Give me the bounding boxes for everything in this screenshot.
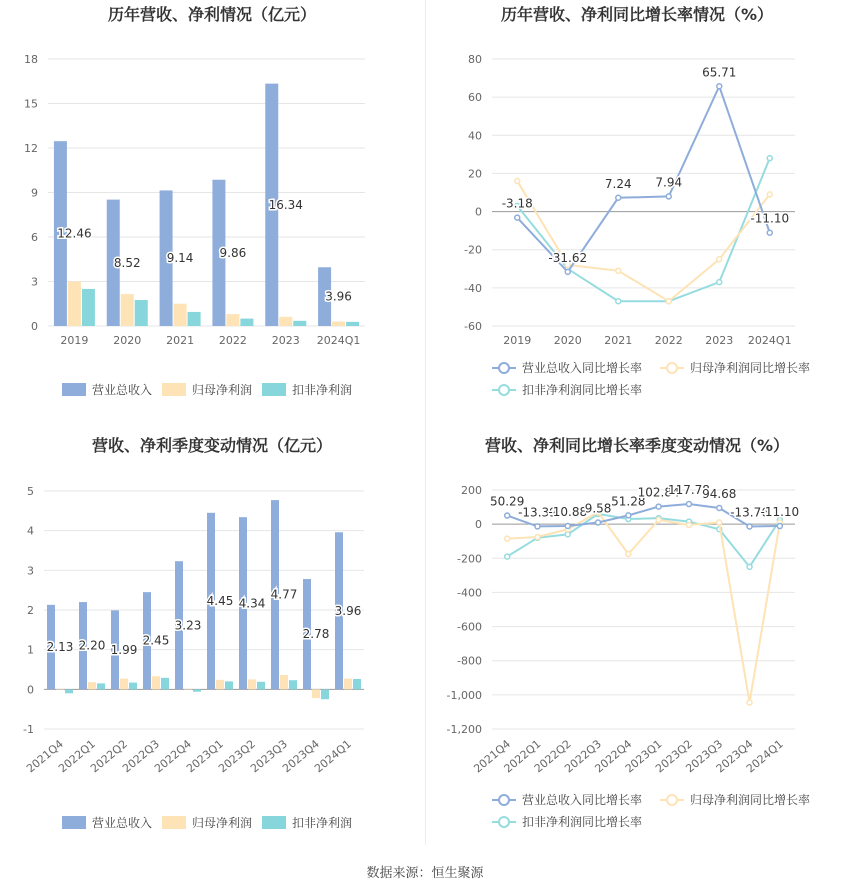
data-label: 1.99 — [110, 642, 138, 657]
x-tick-label: 2021Q4 — [24, 737, 66, 776]
x-tick-label: 2022Q3 — [120, 737, 162, 776]
legend-swatch-marker — [499, 817, 509, 827]
x-tick-label: 2019 — [60, 334, 89, 347]
x-tick-label: 2022Q4 — [592, 737, 635, 776]
quarterly-revenue-profit-chart — [0, 430, 425, 860]
bar-deducted-net-profit — [240, 319, 253, 326]
y-tick-label: 12 — [24, 142, 38, 155]
legend-swatch — [62, 383, 86, 396]
y-tick-label: 5 — [27, 485, 34, 498]
data-label: 117.78 — [667, 483, 710, 498]
bar-deducted-net-profit — [161, 678, 169, 690]
legend-label: 归母净利润同比增长率 — [690, 793, 811, 807]
line-series-deducted-growth — [507, 514, 780, 567]
x-tick-label: 2023 — [271, 334, 300, 347]
bar-net-profit — [120, 679, 128, 690]
y-tick-label: 18 — [24, 53, 38, 66]
panel-divider — [425, 0, 426, 845]
x-tick-label: 2024Q1 — [743, 737, 786, 776]
data-point — [515, 215, 520, 220]
bar-deducted-net-profit — [293, 321, 306, 326]
data-point — [717, 520, 722, 525]
data-point — [747, 700, 752, 705]
data-point — [505, 513, 510, 518]
data-point — [505, 536, 510, 541]
legend-label: 扣非净利润 — [292, 816, 353, 830]
data-label: 9.58 — [584, 501, 612, 516]
x-tick-label: 2023Q3 — [683, 737, 726, 776]
data-label: 9.86 — [219, 245, 247, 260]
legend-swatch-marker — [667, 795, 677, 805]
data-point — [717, 84, 722, 89]
y-tick-label: -600 — [457, 620, 482, 634]
data-label: 2.20 — [78, 638, 106, 653]
y-tick-label: 1 — [27, 643, 34, 657]
bar-net-profit — [121, 294, 134, 326]
bar-deducted-net-profit — [188, 312, 201, 326]
data-label: 4.45 — [206, 594, 234, 609]
y-tick-label: -800 — [457, 654, 482, 668]
bar-deducted-net-profit — [135, 300, 148, 326]
data-label: 94.68 — [702, 486, 737, 501]
chart-title: 营收、净利季度变动情况（亿元） — [91, 436, 333, 455]
data-label: -13.76 — [730, 505, 769, 520]
data-label: 102.84 — [637, 485, 680, 500]
y-tick-label: 80 — [468, 53, 482, 66]
panel-quarterly-growth-rate — [425, 430, 850, 860]
legend-label: 扣非净利润同比增长率 — [522, 815, 643, 829]
legend-swatch-marker — [499, 795, 509, 805]
legend-label: 营业总收入同比增长率 — [522, 793, 643, 807]
legend-label: 营业总收入同比增长率 — [522, 361, 643, 375]
x-tick-label: 2022Q2 — [88, 737, 130, 776]
bar-deducted-net-profit — [82, 289, 95, 326]
chart-title: 营收、净利同比增长率季度变动情况（%） — [484, 436, 790, 455]
data-label: 4.77 — [270, 587, 298, 602]
y-tick-label: 0 — [475, 205, 482, 219]
bar-net-profit — [226, 314, 239, 326]
data-label: 3.96 — [325, 289, 352, 304]
y-tick-label: 4 — [27, 524, 34, 538]
data-point — [596, 520, 601, 525]
x-tick-label: 2020 — [553, 334, 582, 347]
bar-deducted-net-profit — [193, 689, 201, 691]
y-tick-label: -40 — [464, 281, 482, 295]
y-tick-label: 15 — [24, 97, 38, 111]
bar-net-profit — [248, 679, 256, 689]
bar-deducted-net-profit — [65, 689, 73, 693]
y-tick-label: 3 — [27, 564, 34, 578]
bar-net-profit — [280, 675, 288, 689]
x-tick-label: 2021 — [604, 334, 633, 347]
y-tick-label: 0 — [475, 518, 482, 532]
y-tick-label: 60 — [468, 91, 482, 105]
legend-swatch — [262, 383, 286, 396]
x-tick-label: 2023Q4 — [713, 737, 756, 776]
data-label: 2.78 — [302, 627, 330, 642]
annual-growth-rate-chart — [425, 0, 850, 430]
bar-net-profit — [279, 317, 292, 326]
data-point — [626, 513, 631, 518]
bar-deducted-net-profit — [129, 683, 137, 690]
y-tick-label: 200 — [461, 484, 482, 497]
bar-deducted-net-profit — [289, 680, 297, 689]
data-label: -13.39 — [518, 505, 557, 520]
bar-net-profit — [344, 679, 352, 690]
data-label: 12.46 — [57, 226, 92, 241]
bar-deducted-net-profit — [257, 682, 265, 690]
data-source-footer: 数据来源：恒生聚源 — [366, 866, 484, 881]
bar-net-profit — [88, 682, 96, 689]
data-point — [717, 505, 722, 510]
y-tick-label: -20 — [464, 243, 482, 257]
y-tick-label: -200 — [457, 552, 482, 566]
bar-net-profit — [68, 282, 81, 327]
bar-deducted-net-profit — [353, 679, 361, 689]
bar-deducted-net-profit — [225, 681, 233, 689]
legend-swatch — [162, 383, 186, 396]
data-label: -3.18 — [501, 196, 533, 211]
x-tick-label: 2022Q2 — [531, 737, 574, 776]
data-label: 16.34 — [268, 197, 303, 212]
data-label: -31.62 — [548, 250, 588, 265]
x-tick-label: 2019 — [503, 334, 532, 347]
bar-deducted-net-profit — [346, 322, 359, 326]
data-point — [686, 522, 691, 527]
data-point — [686, 502, 691, 507]
x-tick-label: 2023Q1 — [622, 737, 665, 776]
x-tick-label: 2022Q4 — [152, 737, 194, 776]
data-point — [616, 195, 621, 200]
y-tick-label: 20 — [468, 167, 482, 181]
x-tick-label: 2024Q1 — [312, 737, 354, 776]
legend-label: 营业总收入 — [92, 383, 153, 397]
data-point — [767, 230, 772, 235]
y-tick-label: -1,000 — [446, 688, 482, 702]
panel-annual-growth-rate — [425, 0, 850, 430]
data-label: 7.94 — [655, 175, 683, 190]
y-tick-label: -400 — [457, 586, 482, 600]
chart-title: 历年营收、净利同比增长率情况（%） — [500, 5, 774, 24]
legend-swatch-marker — [667, 363, 677, 373]
line-series-net-profit-growth — [517, 181, 770, 301]
data-label: 65.71 — [702, 65, 737, 80]
line-series-net-profit-growth — [507, 512, 780, 702]
legend-label: 营业总收入 — [92, 816, 153, 830]
x-tick-label: 2022Q1 — [501, 737, 544, 776]
quarterly-growth-rate-chart — [425, 430, 850, 860]
data-point — [565, 269, 570, 274]
x-tick-label: 2023Q2 — [653, 737, 695, 776]
legend-swatch-marker — [499, 363, 509, 373]
x-tick-label: 2020 — [113, 334, 142, 347]
data-point — [767, 156, 772, 161]
data-label: -10.88 — [548, 505, 588, 520]
data-label: 8.52 — [113, 255, 141, 270]
y-tick-label: 0 — [31, 320, 38, 333]
bar-deducted-net-profit — [97, 683, 105, 689]
legend-label: 扣非净利润同比增长率 — [522, 383, 643, 397]
data-point — [626, 552, 631, 557]
data-point — [535, 534, 540, 539]
y-tick-label: 3 — [31, 275, 38, 289]
data-point — [616, 268, 621, 273]
x-tick-label: 2022Q1 — [56, 737, 98, 776]
legend-swatch-marker — [499, 385, 509, 395]
y-tick-label: -1 — [23, 723, 34, 736]
data-point — [777, 524, 782, 529]
data-label: 2.13 — [46, 640, 74, 655]
data-point — [747, 524, 752, 529]
legend-swatch — [162, 816, 186, 829]
legend-label: 归母净利润 — [192, 383, 253, 397]
x-tick-label: 2024Q1 — [747, 334, 792, 347]
legend-label: 扣非净利润 — [292, 383, 353, 397]
chart-title: 历年营收、净利情况（亿元） — [107, 5, 317, 24]
data-point — [666, 299, 671, 304]
data-label: 2.45 — [142, 633, 170, 648]
bar-net-profit — [56, 689, 64, 690]
data-label: 51.28 — [611, 494, 646, 509]
data-point — [656, 517, 661, 522]
x-tick-label: 2022Q3 — [562, 737, 604, 776]
data-label: -11.10 — [760, 505, 800, 520]
data-label: 3.23 — [174, 618, 202, 633]
data-point — [666, 194, 671, 199]
data-point — [505, 554, 510, 559]
x-tick-label: 2022 — [654, 334, 683, 347]
y-tick-label: -60 — [464, 320, 482, 333]
data-label: 4.34 — [238, 596, 266, 611]
y-tick-label: 2 — [27, 604, 34, 617]
legend-label: 归母净利润 — [192, 816, 253, 830]
legend-label: 归母净利润同比增长率 — [690, 361, 811, 375]
legend-swatch — [262, 816, 286, 829]
data-point — [535, 524, 540, 529]
y-tick-label: 9 — [31, 186, 38, 200]
data-label: 9.14 — [166, 251, 194, 266]
bar-deducted-net-profit — [321, 689, 329, 699]
x-tick-label: 2022 — [218, 334, 247, 347]
data-point — [565, 532, 570, 537]
legend-swatch — [62, 816, 86, 829]
data-label: -11.10 — [750, 211, 790, 226]
data-point — [656, 504, 661, 509]
data-point — [515, 179, 520, 184]
x-tick-label: 2021 — [166, 334, 195, 347]
bar-net-profit — [312, 689, 320, 698]
bar-net-profit — [152, 676, 160, 689]
data-point — [767, 192, 772, 197]
panel-quarterly-revenue-profit — [0, 430, 425, 860]
y-tick-label: 40 — [468, 129, 482, 143]
x-tick-label: 2023Q4 — [280, 737, 322, 776]
data-label: 50.29 — [489, 494, 525, 509]
x-tick-label: 2023Q1 — [184, 737, 226, 776]
data-label: 7.24 — [604, 176, 632, 191]
x-tick-label: 2023Q3 — [248, 737, 290, 776]
data-point — [717, 280, 722, 285]
y-tick-label: 0 — [27, 683, 34, 697]
data-label: 3.96 — [334, 603, 362, 618]
data-point — [717, 257, 722, 262]
bar-net-profit — [184, 689, 192, 690]
bar-net-profit — [174, 304, 187, 326]
x-tick-label: 2021Q4 — [471, 737, 514, 776]
x-tick-label: 2023 — [705, 334, 734, 347]
annual-revenue-profit-chart — [0, 0, 425, 430]
bar-net-profit — [332, 322, 345, 326]
data-point — [616, 299, 621, 304]
y-tick-label: 6 — [31, 231, 38, 244]
line-series-deducted-growth — [517, 158, 770, 301]
panel-annual-revenue-profit — [0, 0, 425, 430]
y-tick-label: -1,200 — [446, 723, 482, 736]
x-tick-label: 2024Q1 — [316, 334, 361, 347]
x-tick-label: 2023Q2 — [216, 737, 258, 776]
data-point — [747, 564, 752, 569]
bar-net-profit — [216, 680, 224, 690]
data-point — [565, 524, 570, 529]
